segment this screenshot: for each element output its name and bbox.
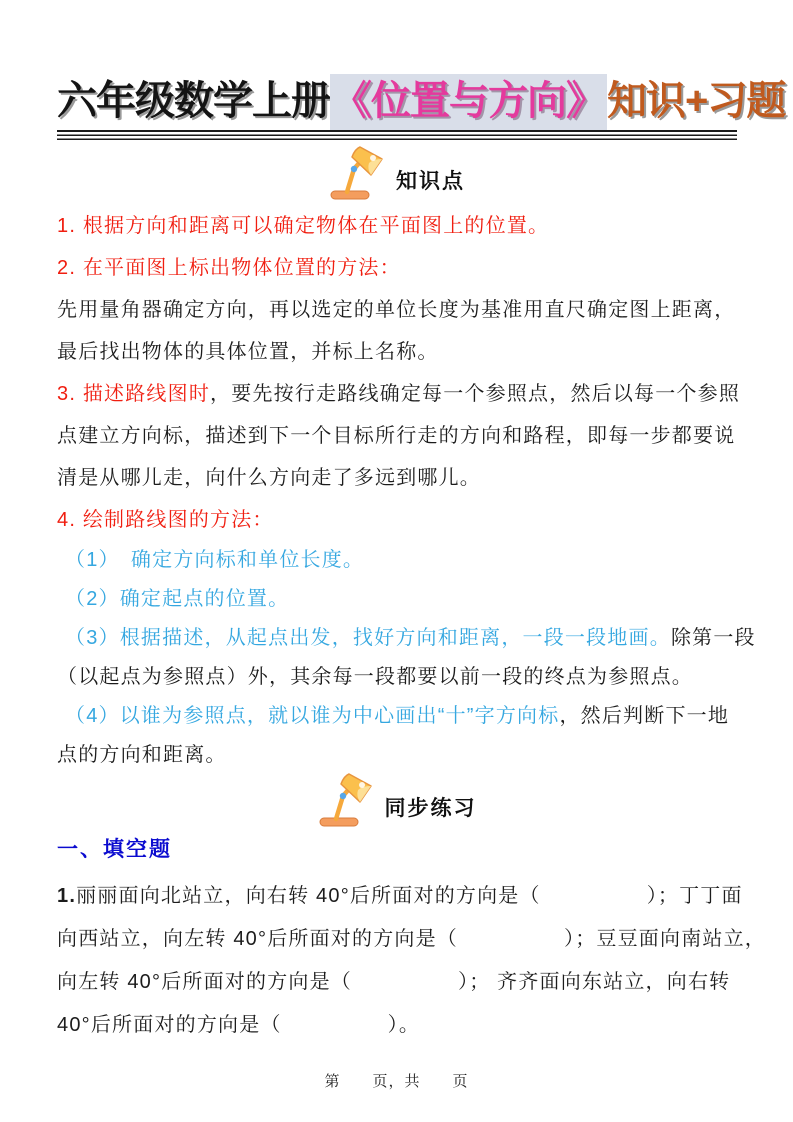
desk-lamp-icon bbox=[329, 146, 389, 200]
method-step-3-lead: （3）根据描述，从起点出发，找好方向和距离，一段一段地画。 bbox=[65, 627, 671, 649]
question-1-text: 向西站立，向左转 40°后所面对的方向是（ ）；豆豆面向南站立， bbox=[57, 928, 767, 950]
knowledge-point-2-text: 2. 在平面图上标出物体位置的方法： bbox=[57, 257, 401, 279]
method-step-3-line-2 bbox=[57, 658, 737, 697]
method-step-4-text: ，然后判断下一地 bbox=[559, 705, 730, 727]
question-1-line-3 bbox=[57, 961, 737, 1004]
fill-in-blanks-section-title: 一、填空题 bbox=[57, 838, 172, 861]
knowledge-point-3-text: 点建立方向标，描述到下一个目标所行走的方向和路程，即每一步都要说 bbox=[57, 425, 736, 447]
method-step-3-text: 除第一段 bbox=[670, 627, 756, 649]
method-step-1-text: （1） 确定方向标和单位长度。 bbox=[65, 549, 365, 571]
practice-heading-label: 同步练习 bbox=[384, 797, 477, 820]
question-1-line-2 bbox=[57, 918, 767, 961]
method-step-3-text: （以起点为参照点）外，其余每一段都要以前一段的终点为参照点。 bbox=[57, 666, 693, 688]
title-grade-text: 六年级数学上册 bbox=[57, 79, 330, 123]
question-1-number: 1. bbox=[57, 885, 77, 907]
method-step-4-line-1 bbox=[57, 697, 737, 736]
knowledge-point-3-text: 清是从哪儿走，向什么方向走了多远到哪儿。 bbox=[57, 467, 481, 489]
question-1 bbox=[57, 875, 767, 1047]
knowledge-point-2-detail-line-2 bbox=[57, 331, 737, 373]
knowledge-point-3-line-2 bbox=[57, 415, 737, 457]
page-footer: 第 页，共 页 bbox=[324, 1073, 469, 1090]
method-step-4-lead: （4）以谁为参照点，就以谁为中心画出“十”字方向标 bbox=[65, 705, 560, 727]
method-step-3-line-1 bbox=[57, 619, 756, 658]
knowledge-heading-label: 知识点 bbox=[396, 170, 465, 193]
question-1-text: 丽丽面向北站立，向右转 40°后所面对的方向是（ ）；丁丁面 bbox=[76, 885, 743, 907]
method-step-4-text: 点的方向和距离。 bbox=[57, 744, 227, 766]
knowledge-heading bbox=[57, 142, 737, 200]
question-1-text: 40°后所面对的方向是（ ）。 bbox=[57, 1014, 421, 1036]
desk-lamp-icon bbox=[318, 773, 378, 827]
knowledge-point-3-line-1 bbox=[57, 373, 741, 415]
method-step-2-text: （2）确定起点的位置。 bbox=[65, 588, 290, 610]
practice-heading bbox=[57, 769, 737, 827]
detail-text: 最后找出物体的具体位置，并标上名称。 bbox=[57, 341, 439, 363]
knowledge-point-2 bbox=[57, 247, 737, 289]
knowledge-point-3-line-3 bbox=[57, 457, 737, 499]
method-step-2 bbox=[57, 580, 737, 619]
knowledge-point-2-detail-line-1 bbox=[57, 289, 737, 331]
page-title bbox=[57, 76, 786, 126]
question-1-line-4 bbox=[57, 1004, 737, 1047]
title-suffix-text: 知识+习题 bbox=[607, 79, 786, 123]
question-1-line-1 bbox=[57, 875, 743, 918]
knowledge-point-3-lead: 3. 描述路线图时 bbox=[57, 383, 211, 405]
title-divider-lines bbox=[57, 130, 737, 140]
knowledge-point-4-text: 4. 绘制路线图的方法： bbox=[57, 509, 274, 531]
question-1-text: 向左转 40°后所面对的方向是（ ）； 齐齐面向东站立，向右转 bbox=[57, 971, 731, 993]
detail-text: 先用量角器确定方向，再以选定的单位长度为基准用直尺确定图上距离， bbox=[57, 299, 736, 321]
method-step-1 bbox=[57, 541, 737, 580]
knowledge-point-4 bbox=[57, 499, 737, 541]
knowledge-point-3-text: ，要先按行走路线确定每一个参照点，然后以每一个参照 bbox=[210, 383, 741, 405]
knowledge-points bbox=[57, 205, 756, 775]
title-unit-highlight: 《位置与方向》 bbox=[330, 74, 607, 130]
knowledge-point-1 bbox=[57, 205, 737, 247]
knowledge-point-1-text: 1. 根据方向和距离可以确定物体在平面图上的位置。 bbox=[57, 215, 550, 237]
